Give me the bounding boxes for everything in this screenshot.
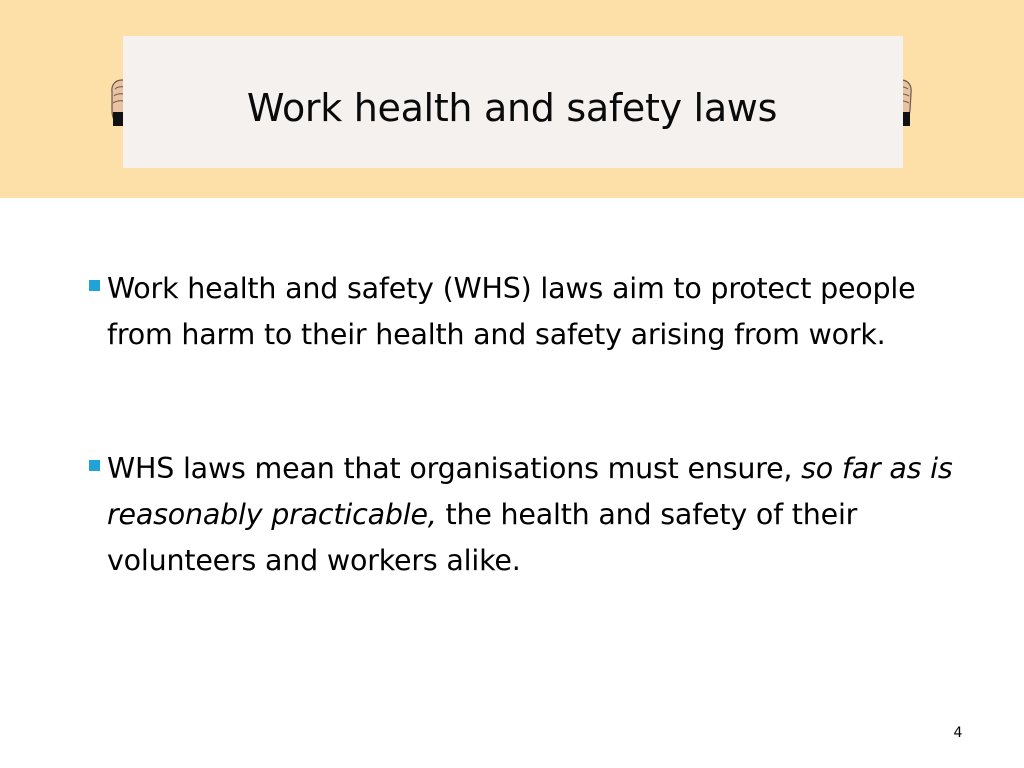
- bullet-text-end: the health and safety of their volunteers and workers alike.: [107, 498, 858, 577]
- bullet-list: [88, 266, 988, 584]
- slide-page-number: 4: [953, 725, 963, 741]
- bullet-emphasis: so far as is reasonably practicable,: [107, 452, 953, 531]
- bullet-square-icon: [89, 280, 100, 291]
- bullet-item-organisation-duty: [88, 446, 988, 584]
- bullet-square-icon: [89, 460, 100, 471]
- bullet-item-whs-purpose: [88, 266, 988, 358]
- bullet-text-start: WHS laws mean that organisations must ensure,: [107, 452, 802, 485]
- bullet-text: Work health and safety (WHS) laws aim to protect people from harm to their health and safety arising from work.: [107, 272, 916, 351]
- slide-title: Work health and safety laws: [246, 86, 778, 130]
